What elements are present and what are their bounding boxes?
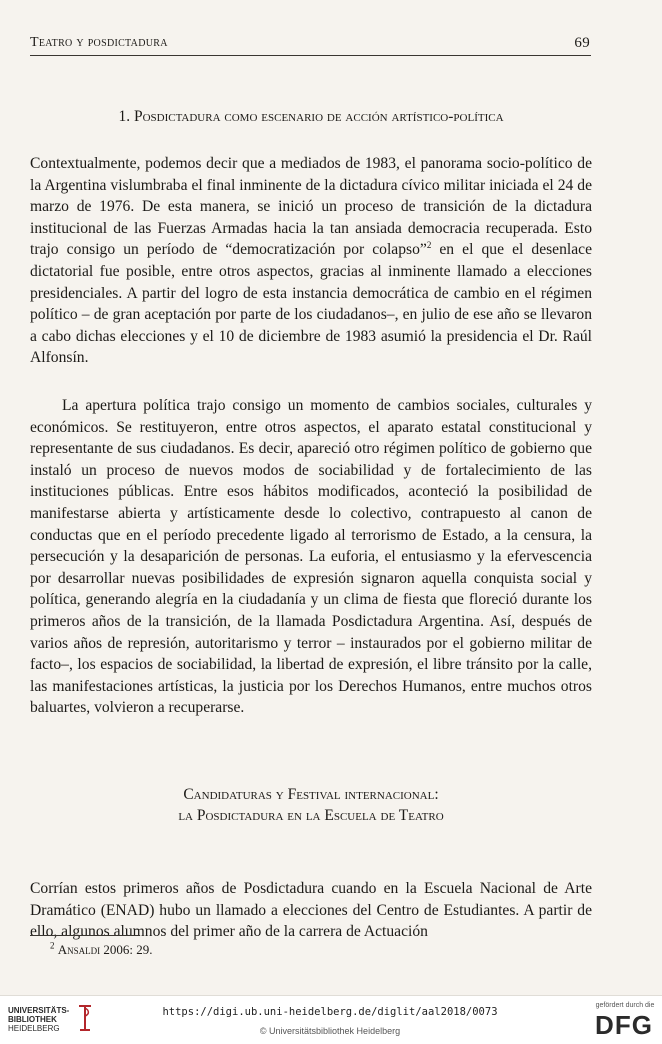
paragraph-2-text: La apertura política trajo consigo un momento de cambios sociales, culturales y económicos. Se restituyeron, entre otros aspectos, el aparato estatal constitucional y representante de sus ciudadanos. Es decir, apareció otro régimen político de gobierno que instaló un proceso de nuevos modos de sociabilidad y de fortalecimiento de las instituciones públicas. Entre esos hábitos modificados, aconteció la posibilidad de manifestarse abierta y artísticamente desde lo colectivo, contrapuesto al canon de conductas que en el período precedente ligado al terrorismo de Estado, a la censura, la persecución y la desaparición de personas. La euforia, el entusiasmo y la efervescencia por desarrollar nuevas posibilidades de expresión signaron aquella conquista social y política, generando alegría en la ciudadanía y un clima de fiesta que floreció durante los primeros años de la transición, de la llamada Posdictadura Argentina. Así, después de varios años de represión, autoritarismo y terror – instaurados por el gobierno militar de facto–, los espacios de sociabilidad, la libertad de expresión, el libre tránsito por la calle, las manifestaciones artísticas, la justicia por los Derechos Humanos, entre muchos otros baluartes, volvieron a recuperarse. bbox=[30, 397, 592, 717]
section-number: 1. bbox=[118, 108, 131, 125]
sponsor-label: gefördert durch die bbox=[595, 1002, 655, 1009]
footer-bar bbox=[0, 995, 662, 1044]
footnote-number: 2 bbox=[50, 940, 55, 951]
footnote-reference[interactable]: 2 bbox=[426, 240, 432, 251]
subsection-title-line-1: Candidaturas y Festival internacional: bbox=[183, 786, 439, 803]
paragraph-3 bbox=[30, 878, 592, 943]
digital-copy-link[interactable]: https://digi.ub.uni-heidelberg.de/diglit/aal2018/0073 bbox=[162, 1006, 498, 1018]
paragraph-3-text: Corrían estos primeros años de Posdictadura cuando en la Escuela Nacional de Arte Dramático (ENAD) hubo un llamado a elecciones del Centro de Estudiantes. A partir de ello, algunos alumnos del primer año de la carrera de Actuación bbox=[30, 880, 592, 941]
paragraph-2 bbox=[30, 395, 592, 719]
library-logo-line-3: HEIDELBERG bbox=[8, 1024, 60, 1033]
footnote-author: Ansaldi bbox=[57, 942, 101, 957]
paragraph-1-text-a: Contextualmente, podemos decir que a mediados de 1983, el panorama socio-político de la Argentina vislumbraba el final inminente de la dictadura cívico militar iniciada el 24 de marzo de 1976. De esta manera, se inició un proceso de transición de la dictadura institucional de las Fuerzas Armadas hacia la tan ansiada democracia recuperada. Esto trajo consigo un período de “democratización por colapso” bbox=[30, 155, 592, 259]
footnote bbox=[50, 942, 153, 958]
library-logo-line-1: UNIVERSITÄTS- bbox=[8, 1006, 70, 1015]
dfg-logo: DFG bbox=[595, 1010, 653, 1040]
footnote-rule bbox=[30, 935, 140, 936]
page-number: 69 bbox=[574, 35, 590, 51]
running-header bbox=[30, 35, 590, 51]
library-pillar-icon bbox=[76, 1004, 94, 1032]
paragraph-1-text-b: en el que el desenlace dictatorial fue posible, entre otros aspectos, gracias al inminente llamado a elecciones presidenciales. A partir del logro de esta instancia democrática de cambio en el régimen político – de gran aceptación por parte de los ciudadanos–, en julio de ese año se llevaron a cabo dichas elecciones y el 10 de diciembre de 1983 asumió la presidencia el Dr. Raúl Alfonsín. bbox=[30, 241, 592, 367]
library-logo-line-2: BIBLIOTHEK bbox=[8, 1015, 57, 1024]
subsection-title-line-2: la Posdictadura en la Escuela de Teatro bbox=[178, 807, 444, 824]
header-rule bbox=[30, 55, 591, 56]
library-logo[interactable] bbox=[8, 1006, 98, 1033]
section-heading bbox=[30, 108, 592, 126]
copyright-notice: © Universitätsbibliothek Heidelberg bbox=[259, 1026, 401, 1036]
section-title: Posdictadura como escenario de acción artístico-política bbox=[133, 108, 504, 125]
running-title: Teatro y posdictadura bbox=[30, 35, 168, 50]
subsection-heading bbox=[30, 784, 592, 826]
paragraph-1 bbox=[30, 153, 592, 369]
footnote-citation: 2006: 29. bbox=[103, 942, 153, 957]
